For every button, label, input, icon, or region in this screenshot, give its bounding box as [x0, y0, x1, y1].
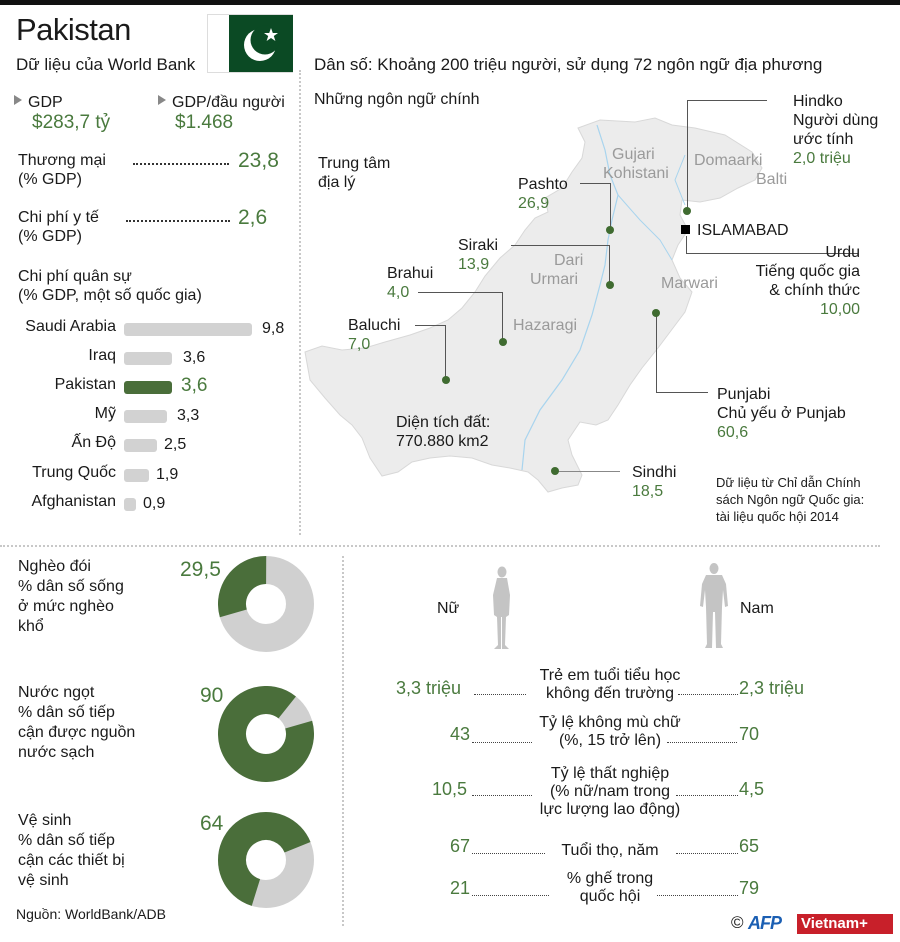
- trade-label: [18, 151, 106, 189]
- sanitation-donut-chart: [218, 812, 314, 908]
- metric-line: (%, 15 trở lên): [558, 732, 662, 749]
- trade-leader-dots: [133, 163, 229, 165]
- metric-line: lực lượng lao động): [539, 801, 681, 818]
- bar-row: [0, 493, 300, 515]
- bar-value: 2,5: [164, 436, 187, 453]
- donut-title: Nghèo đói: [18, 558, 91, 575]
- donut-desc: % dân số tiếp: [18, 704, 115, 721]
- leader-dots: [676, 853, 738, 854]
- leader-dots: [657, 895, 738, 896]
- lang-value: 2,0 triệu: [793, 150, 851, 167]
- bar-value: 9,8: [262, 320, 285, 337]
- divider-vertical-bottom: [342, 556, 344, 926]
- lang-sindhi: [632, 463, 676, 501]
- region-hazaragi: Hazaragi: [513, 317, 578, 334]
- lang-note: Chủ yếu ở Punjab: [717, 405, 846, 422]
- map-source-line: Dữ liệu từ Chỉ dẫn Chính: [716, 475, 861, 490]
- health-value: 2,6: [238, 206, 268, 229]
- metric-line: Tỷ lệ thất nghiệp: [550, 765, 670, 782]
- gdp-per-capita-value: $1.468: [175, 112, 234, 133]
- lang-value: 60,6: [717, 424, 749, 441]
- male-value: 65: [739, 836, 760, 856]
- page-subtitle: Dữ liệu của World Bank: [16, 55, 196, 74]
- donut-desc: cận các thiết bị: [18, 852, 125, 869]
- geo-center-line2: địa lý: [318, 174, 356, 191]
- metric-line: không đến trường: [546, 685, 674, 702]
- lang-name: Hindko: [793, 93, 843, 110]
- lang-name: Pashto: [518, 176, 568, 193]
- bar: [124, 323, 252, 336]
- military-title: [18, 267, 202, 305]
- bar-label: Ấn Độ: [71, 434, 116, 451]
- lang-value: 10,00: [819, 301, 860, 318]
- copyright-symbol: ©: [731, 913, 744, 932]
- metric-line: quốc hội: [579, 888, 641, 905]
- water-value: 90: [200, 684, 224, 707]
- male-value: 2,3 triệu: [739, 678, 805, 698]
- poverty-donut-chart: [218, 556, 314, 652]
- lang-note: Tiếng quốc gia: [755, 263, 860, 280]
- bar-row: [0, 464, 300, 486]
- triangle-bullet-icon: [158, 95, 166, 105]
- pakistan-flag: [207, 14, 293, 73]
- female-silhouette-icon: [487, 565, 517, 650]
- metric-line: Trẻ em tuổi tiểu học: [539, 667, 681, 684]
- region-gujari: Gujari: [612, 146, 655, 163]
- bar-row: [0, 405, 300, 427]
- lang-name: Urdu: [825, 244, 860, 261]
- leader-dots: [678, 694, 738, 695]
- gdp-value: $283,7 tỷ: [32, 112, 111, 133]
- bar-label: Trung Quốc: [32, 464, 116, 481]
- lang-baluchi: [348, 316, 400, 354]
- lang-value: 26,9: [518, 195, 550, 212]
- lang-value: 7,0: [348, 336, 371, 353]
- metric-line: (% nữ/nam trong: [549, 783, 671, 800]
- lang-urdu: [700, 243, 860, 319]
- population-text: Dân số: Khoảng 200 triệu người, sử dụng 72 ngôn ngữ địa phương: [314, 55, 823, 74]
- punjabi-leader: [656, 313, 708, 393]
- gdp-label: GDP: [28, 94, 63, 111]
- lang-name: Baluchi: [348, 317, 401, 334]
- military-title-line2: (% GDP, một số quốc gia): [18, 287, 202, 304]
- bar-value: 0,9: [143, 495, 166, 512]
- female-value: 21: [450, 878, 471, 898]
- bar: [124, 498, 136, 511]
- bar-value: 3,6: [183, 349, 206, 366]
- bar-label: Saudi Arabia: [25, 318, 116, 335]
- languages-title: Những ngôn ngữ chính: [314, 91, 480, 108]
- region-domaarki: Domaarki: [694, 152, 763, 169]
- data-source: Nguồn: WorldBank/ADB: [16, 906, 166, 922]
- gdp-per-capita-stat: [158, 94, 285, 134]
- region-marwari: Marwari: [661, 275, 718, 292]
- geo-center-label: [318, 154, 390, 192]
- baluchi-leader: [415, 325, 446, 380]
- donut-desc: khổ: [18, 618, 44, 635]
- map-source-line: tài liệu quốc hội 2014: [716, 509, 839, 524]
- female-value: 10,5: [432, 779, 468, 799]
- bar-label: Afghanistan: [31, 493, 116, 510]
- flag-field: [229, 15, 293, 72]
- punjabi-pin-icon: [652, 309, 660, 317]
- lang-hindko: [793, 92, 878, 168]
- land-area: [396, 413, 490, 451]
- female-label: Nữ: [437, 600, 460, 617]
- health-label-line2: (% GDP): [18, 228, 82, 245]
- donut-desc: nước sạch: [18, 744, 95, 761]
- leader-dots: [676, 795, 738, 796]
- health-label-line1: Chi phí y tế: [18, 209, 99, 226]
- bar: [124, 439, 157, 452]
- military-title-line1: Chi phí quân sự: [18, 268, 132, 285]
- crescent-star-icon: [229, 15, 293, 72]
- hindko-pin-icon: [683, 207, 691, 215]
- sanitation-label: [18, 811, 125, 891]
- female-value: 3,3 triệu: [396, 678, 462, 698]
- female-value: 67: [450, 836, 471, 856]
- siraki-leader: [511, 245, 610, 285]
- metric-line: Tỷ lệ không mù chữ: [539, 714, 681, 731]
- female-value: 43: [450, 724, 471, 744]
- lang-value: 13,9: [458, 256, 490, 273]
- lang-note: ước tính: [793, 131, 854, 148]
- male-value: 70: [739, 724, 760, 744]
- donut-desc: % dân số tiếp: [18, 832, 115, 849]
- gender-metric: [520, 765, 700, 819]
- trade-label-line2: (% GDP): [18, 171, 82, 188]
- siraki-pin-icon: [606, 281, 614, 289]
- baluchi-pin-icon: [442, 376, 450, 384]
- male-value: 79: [739, 878, 760, 898]
- bar-row: [0, 347, 300, 369]
- male-value: 4,5: [739, 779, 765, 799]
- bar-value: 3,3: [177, 407, 200, 424]
- lang-value: 4,0: [387, 284, 410, 301]
- donut-desc: cận được nguồn: [18, 724, 136, 741]
- bar-row: [0, 376, 300, 398]
- region-dari: Dari: [554, 252, 584, 269]
- military-bar-chart: [0, 318, 300, 523]
- region-urmari: Urmari: [530, 271, 578, 288]
- donut-desc: ở mức nghèo: [18, 598, 114, 615]
- gdp-stat: [14, 94, 110, 134]
- trade-value: 23,8: [238, 149, 279, 172]
- hindko-leader: [687, 100, 767, 212]
- vietnamplus-logo: Vietnam+: [797, 914, 893, 934]
- lang-name: Siraki: [458, 237, 499, 254]
- geo-center-line1: Trung tâm: [318, 155, 391, 172]
- map-source-note: [716, 474, 864, 525]
- divider-horizontal: [0, 545, 880, 547]
- poverty-label: [18, 557, 124, 637]
- top-rule: [0, 0, 900, 5]
- lang-note: Người dùng: [793, 112, 879, 129]
- capital-marker-icon: [681, 225, 690, 234]
- metric-line: % ghế trong: [566, 870, 654, 887]
- lang-brahui: [387, 264, 433, 302]
- poverty-value: 29,5: [180, 558, 221, 581]
- gdp-per-capita-label: GDP/đầu người: [172, 94, 285, 111]
- triangle-bullet-icon: [14, 95, 22, 105]
- trade-label-line1: Thương mại: [18, 152, 106, 169]
- bar-row: [0, 318, 300, 340]
- lang-siraki: [458, 236, 498, 274]
- health-label: [18, 208, 99, 246]
- male-silhouette-icon: [697, 562, 731, 650]
- lang-value: 18,5: [632, 483, 664, 500]
- bar-value: 1,9: [156, 466, 179, 483]
- health-leader-dots: [126, 220, 230, 222]
- bar-label: Iraq: [88, 347, 116, 364]
- region-balti: Balti: [756, 171, 788, 188]
- bar: [124, 352, 172, 365]
- pashto-pin-icon: [606, 226, 614, 234]
- gender-metric: [535, 870, 685, 906]
- bar: [124, 469, 149, 482]
- gender-metric: [520, 714, 700, 750]
- pashto-leader: [580, 183, 611, 230]
- donut-desc: vệ sinh: [18, 872, 69, 889]
- page-title: Pakistan: [16, 12, 131, 47]
- water-donut-chart: [218, 686, 314, 782]
- donut-title: Nước ngọt: [18, 684, 95, 701]
- leader-dots: [667, 742, 737, 743]
- land-area-value: 770.880 km2: [396, 433, 489, 450]
- land-area-label: Diện tích đất:: [396, 414, 491, 431]
- afp-logo: AFP: [748, 913, 781, 933]
- leader-dots: [474, 694, 526, 695]
- bar-highlight: [124, 381, 172, 394]
- bar-label: Mỹ: [94, 405, 116, 422]
- gender-metric: [530, 842, 690, 860]
- gender-metric: [520, 667, 700, 703]
- lang-note: & chính thức: [769, 282, 860, 299]
- lang-pashto: [518, 175, 568, 213]
- donut-title: Vệ sinh: [18, 812, 72, 829]
- bar: [124, 410, 167, 423]
- region-kohistani: Kohistani: [603, 165, 669, 182]
- bar-value: 3,6: [181, 375, 208, 396]
- map-source-line: sách Ngôn ngữ Quốc gia:: [716, 492, 865, 507]
- capital-label: ISLAMABAD: [697, 222, 789, 239]
- sanitation-value: 64: [200, 812, 224, 835]
- brahui-pin-icon: [499, 338, 507, 346]
- metric-line: Tuổi thọ, năm: [561, 842, 659, 859]
- bar-label: Pakistan: [54, 376, 116, 393]
- lang-punjabi: [717, 385, 846, 442]
- donut-desc: % dân số sống: [18, 578, 124, 595]
- lang-name: Punjabi: [717, 386, 771, 403]
- lang-name: Brahui: [387, 265, 434, 282]
- sindhi-pin-icon: [551, 467, 559, 475]
- water-label: [18, 683, 135, 763]
- lang-name: Sindhi: [632, 464, 677, 481]
- male-label: Nam: [740, 600, 774, 617]
- sindhi-leader: [555, 471, 620, 472]
- bar-row: [0, 434, 300, 456]
